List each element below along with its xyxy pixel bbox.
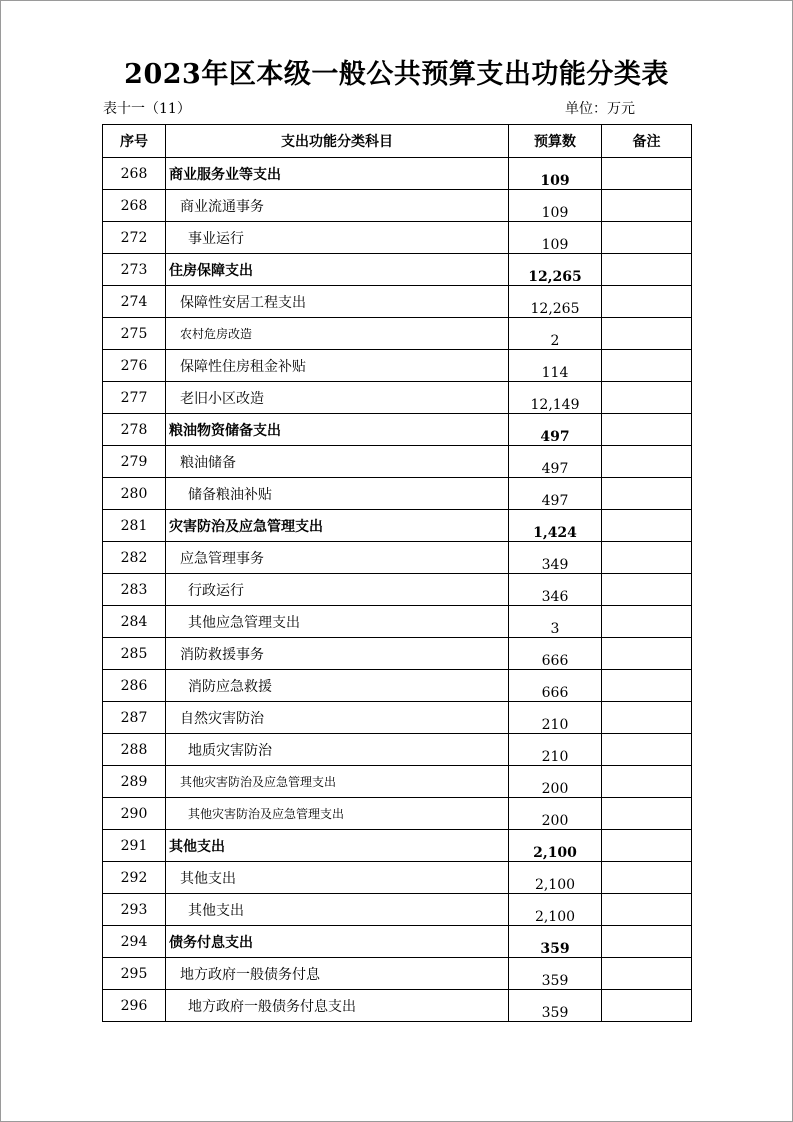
row-number: 287 [103,702,166,734]
row-number: 279 [103,446,166,478]
row-category-name: 事业运行 [166,222,509,254]
row-category-name: 债务付息支出 [166,926,509,958]
row-note [602,414,692,446]
row-number: 285 [103,638,166,670]
row-number: 268 [103,190,166,222]
row-budget-amount: 497 [509,478,602,510]
table-row [103,286,692,318]
row-budget-amount: 2 [509,318,602,350]
table-row [103,926,692,958]
row-budget-amount: 2,100 [509,894,602,926]
row-note [602,382,692,414]
table-row [103,318,692,350]
table-row [103,222,692,254]
row-category-name: 自然灾害防治 [166,702,509,734]
row-budget-amount: 109 [509,222,602,254]
row-number: 292 [103,862,166,894]
table-row [103,798,692,830]
row-budget-amount: 1,424 [509,510,602,542]
table-row [103,670,692,702]
row-number: 277 [103,382,166,414]
row-note [602,350,692,382]
row-note [602,798,692,830]
row-budget-amount: 497 [509,446,602,478]
row-category-name: 储备粮油补贴 [166,478,509,510]
row-budget-amount: 200 [509,798,602,830]
row-number: 274 [103,286,166,318]
row-category-name: 其他灾害防治及应急管理支出 [166,798,509,830]
row-note [602,190,692,222]
row-budget-amount: 12,265 [509,254,602,286]
row-note [602,574,692,606]
row-budget-amount: 12,149 [509,382,602,414]
header-note: 备注 [602,125,692,158]
table-row [103,862,692,894]
row-note [602,894,692,926]
budget-table [102,124,692,1022]
row-category-name: 其他应急管理支出 [166,606,509,638]
table-row [103,990,692,1022]
row-note [602,318,692,350]
row-category-name: 商业流通事务 [166,190,509,222]
header-name: 支出功能分类科目 [166,125,509,158]
row-budget-amount: 349 [509,542,602,574]
row-note [602,734,692,766]
row-category-name: 行政运行 [166,574,509,606]
row-budget-amount: 3 [509,606,602,638]
row-category-name: 住房保障支出 [166,254,509,286]
table-row [103,958,692,990]
table-row [103,894,692,926]
row-note [602,542,692,574]
table-row [103,414,692,446]
row-number: 276 [103,350,166,382]
row-number: 294 [103,926,166,958]
row-category-name: 应急管理事务 [166,542,509,574]
table-row [103,702,692,734]
row-number: 273 [103,254,166,286]
row-budget-amount: 109 [509,158,602,190]
row-budget-amount: 666 [509,638,602,670]
row-number: 282 [103,542,166,574]
row-note [602,510,692,542]
table-label: 表十一（11） [103,101,191,117]
row-category-name: 其他支出 [166,830,509,862]
row-number: 283 [103,574,166,606]
row-note [602,638,692,670]
row-category-name: 其他支出 [166,894,509,926]
row-budget-amount: 200 [509,766,602,798]
row-budget-amount: 2,100 [509,862,602,894]
row-category-name: 保障性住房租金补贴 [166,350,509,382]
table-row [103,446,692,478]
row-note [602,286,692,318]
table-row [103,830,692,862]
row-note [602,158,692,190]
table-row [103,606,692,638]
table-row [103,574,692,606]
row-category-name: 粮油储备 [166,446,509,478]
table-row [103,478,692,510]
row-note [602,766,692,798]
header-no: 序号 [103,125,166,158]
row-note [602,830,692,862]
row-note [602,702,692,734]
row-budget-amount: 210 [509,734,602,766]
row-note [602,862,692,894]
table-row [103,542,692,574]
row-budget-amount: 109 [509,190,602,222]
row-category-name: 粮油物资储备支出 [166,414,509,446]
row-category-name: 保障性安居工程支出 [166,286,509,318]
table-row [103,158,692,190]
row-category-name: 消防应急救援 [166,670,509,702]
row-number: 286 [103,670,166,702]
table-row [103,734,692,766]
table-row [103,766,692,798]
row-number: 289 [103,766,166,798]
row-number: 268 [103,158,166,190]
row-note [602,958,692,990]
table-row [103,254,692,286]
row-number: 281 [103,510,166,542]
table-header-row [103,125,692,158]
row-number: 290 [103,798,166,830]
row-budget-amount: 346 [509,574,602,606]
row-category-name: 其他支出 [166,862,509,894]
table-row [103,190,692,222]
unit-label: 单位：万元 [565,101,635,117]
row-category-name: 灾害防治及应急管理支出 [166,510,509,542]
row-note [602,478,692,510]
row-category-name: 消防救援事务 [166,638,509,670]
row-budget-amount: 359 [509,958,602,990]
row-budget-amount: 359 [509,990,602,1022]
row-number: 291 [103,830,166,862]
row-budget-amount: 359 [509,926,602,958]
row-category-name: 地方政府一般债务付息 [166,958,509,990]
row-note [602,990,692,1022]
row-budget-amount: 497 [509,414,602,446]
row-number: 295 [103,958,166,990]
row-budget-amount: 12,265 [509,286,602,318]
row-category-name: 其他灾害防治及应急管理支出 [166,766,509,798]
row-budget-amount: 666 [509,670,602,702]
row-category-name: 老旧小区改造 [166,382,509,414]
header-amount: 预算数 [509,125,602,158]
row-number: 293 [103,894,166,926]
row-number: 275 [103,318,166,350]
row-note [602,254,692,286]
row-number: 288 [103,734,166,766]
row-category-name: 商业服务业等支出 [166,158,509,190]
row-budget-amount: 210 [509,702,602,734]
row-number: 296 [103,990,166,1022]
page-title: 2023年区本级一般公共预算支出功能分类表 [124,59,669,90]
row-number: 284 [103,606,166,638]
row-note [602,926,692,958]
row-number: 280 [103,478,166,510]
row-category-name: 地质灾害防治 [166,734,509,766]
row-category-name: 地方政府一般债务付息支出 [166,990,509,1022]
row-budget-amount: 114 [509,350,602,382]
table-row [103,638,692,670]
row-note [602,222,692,254]
row-category-name: 农村危房改造 [166,318,509,350]
table-row [103,382,692,414]
table-row [103,510,692,542]
row-number: 272 [103,222,166,254]
row-number: 278 [103,414,166,446]
row-note [602,446,692,478]
table-row [103,350,692,382]
row-budget-amount: 2,100 [509,830,602,862]
row-note [602,606,692,638]
row-note [602,670,692,702]
